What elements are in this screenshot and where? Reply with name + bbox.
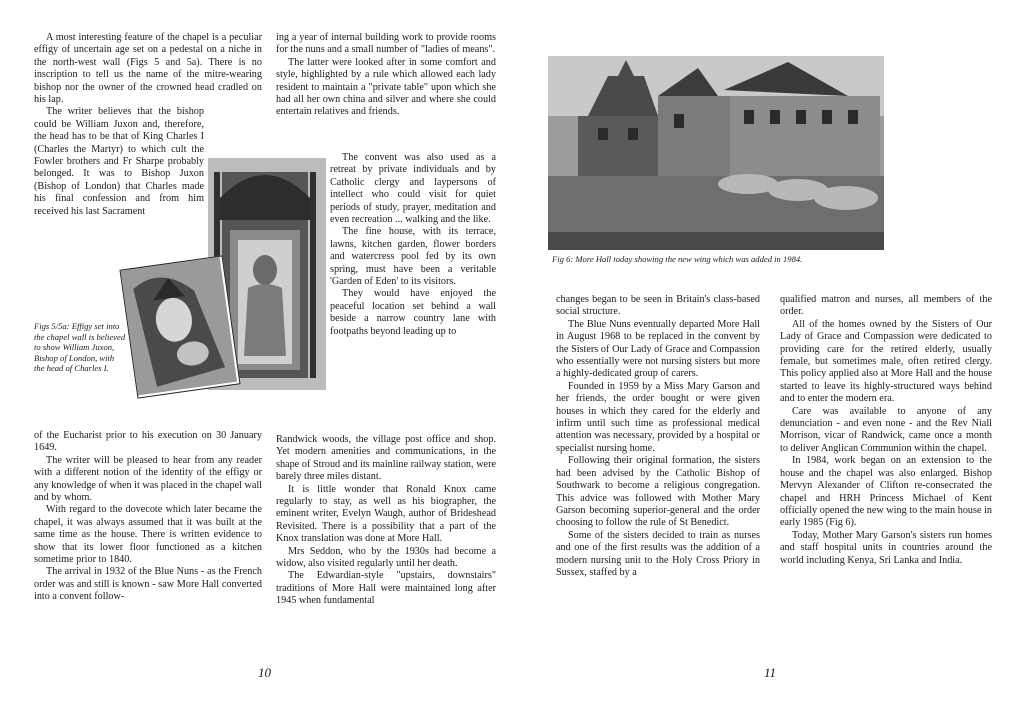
page-number: 10 [258, 665, 271, 680]
page-number: 11 [764, 665, 777, 680]
paragraph: The arrival in 1932 of the Blue Nuns - as the French order was and still is known - saw More Hall converted into a convent follow- [34, 566, 262, 603]
paragraph: of the Eucharist prior to his execution on 30 January 1649. [34, 430, 262, 454]
left-col2-narrow [330, 152, 496, 338]
paragraph: Founded in 1959 by a Miss Mary Garson and her friends, the order bought or were given houses in which they cared for the elderly and infirm until such time as professional medical attention was necessary, provided by a hospital or specialist nursing home. [556, 380, 760, 454]
paragraph: The latter were looked after in some comfort and style, highlighted by a rule which allowed each lady resident to maintain a "private table" upon which she had all her own china and silver and where she could entertain relatives and friends. [276, 56, 496, 118]
paragraph: The Edwardian-style "upstairs, downstairs" traditions of More Hall were maintained long after 1945 when fundamental [276, 570, 496, 607]
paragraph: The writer believes that the bishop could be William Juxon and, therefore, the head has to be that of King Charles I (Charles the Martyr) to which cult the Fowler brothers and Fr Sharpe probably belonged. It was to Bishop Juxon (Bishop of London) that Charles made his final confession and from him received his last Sacrament [34, 106, 204, 217]
right-col1 [556, 294, 760, 579]
paragraph: Following their original formation, the sisters had been advised by the Catholic Bishop of Southwark to become a religious congregation. This advice was followed with Mother Mary Garson becoming superior-general and the order choosing to follow the rule of St Benedict. [556, 455, 760, 529]
paragraph: ing a year of internal building work to provide rooms for the nuns and a small number of "ladies of means". [276, 32, 496, 56]
more-hall-photo [548, 56, 884, 250]
paragraph: It is little wonder that Ronald Knox came regularly to stay, as well as his biographer, the eminent writer, Evelyn Waugh, author of Brideshead Revisited. There is a possibility that a part of the Knox translation was done at More Hall. [276, 483, 496, 545]
paragraph: changes began to be seen in Britain's class-based social structure. [556, 294, 760, 318]
paragraph: The writer will be pleased to hear from any reader with a different notion of the identity of the effigy or any knowledge of when it was placed in the chapel wall and by whom. [34, 454, 263, 504]
paragraph: Today, Mother Mary Garson's sisters run homes and staff hospital units in countries around the world including Kenya, Sri Lanka and India. [780, 529, 992, 566]
paragraph: qualified matron and nurses, all members of the order. [780, 294, 992, 318]
paragraph: With regard to the dovecote which later became the chapel, it was always assumed that it was built at the same time as the house. There is written evidence to show that its lower floor functioned as a kitchen sometime prior to 1840. [34, 504, 262, 566]
paragraph: Care was available to anyone of any denunciation - and even none - and the Rev Niall Morrison, vicar of Randwick, came once a month to deliver Anglican Communion within the chapel. [780, 405, 992, 454]
paragraph: Mrs Seddon, who by the 1930s had become a widow, also visited regularly until her death. [276, 545, 496, 570]
paragraph: In 1984, work began on an extension to the house and the chapel was also enlarged. Bishop Mervyn Alexander of Clifton re-consecrated the chapel and HRH Princess Michael of Kent officially opened the new wing to the main house in early 1985 (Fig 6). [780, 455, 992, 529]
left-col2-top [276, 32, 496, 119]
paragraph: The convent was also used as a retreat by private individuals and by Catholic clergy and laypersons of intellect who could visit for quiet periods of study, prayer, meditation and even recreation ... walking and the like. [330, 152, 496, 226]
paragraph: They would have enjoyed the peaceful location set behind a wall beside a narrow country lane with footpaths beyond leading up to [330, 288, 496, 337]
paragraph: The fine house, with its terrace, lawns, kitchen garden, flower borders and watercress pool fed by its own spring, must have been a veritable 'Garden of Eden' to its visitors. [330, 226, 496, 288]
photo-caption: Fig 6: More Hall today showing the new wing which was added in 1984. [552, 254, 803, 264]
left-col1-bottom [34, 430, 262, 604]
paragraph: A most interesting feature of the chapel is a peculiar effigy of uncertain age set on a pedestal on a niche in the north-west wall (Figs 5 and 5a). There is no inscription to tell us the name of the mitre-wearing bishop nor the owner of the crowned head cradled on his lap. [34, 32, 262, 106]
left-col2-bottom [276, 434, 496, 608]
paragraph: Randwick woods, the village post office and shop. Yet modern amenities and communications, in the shape of Stroud and its mainline railway station, were barely three miles distant. [276, 434, 496, 483]
effigy-caption: Figs 5/5a: Effigy set into the chapel wall is believed to show William Juxon, Bishop of London, with the head of Charles I. [34, 321, 126, 373]
right-col2 [780, 294, 992, 567]
paragraph: All of the homes owned by the Sisters of Our Lady of Grace and Compassion were dedicated to providing care for the retired elderly, usually female, but sometimes male, often retired clergy. This policy applied also at More Hall and the house started to leave its highly-structured ways behind and to enter the modern era. [780, 318, 992, 405]
effigy-closeup-image [119, 255, 240, 398]
paragraph: The Blue Nuns eventually departed More Hall in August 1968 to be replaced in the convent by the Sisters of Our Lady of Grace and Compassion who essentially were not nursing sisters but more a highly-dedicated group of carers. [556, 318, 760, 380]
paragraph: Some of the sisters decided to train as nurses and one of the first results was the addition of a modern nursing unit to the Holy Cross Priory in Sussex, staffed by a [556, 529, 760, 578]
